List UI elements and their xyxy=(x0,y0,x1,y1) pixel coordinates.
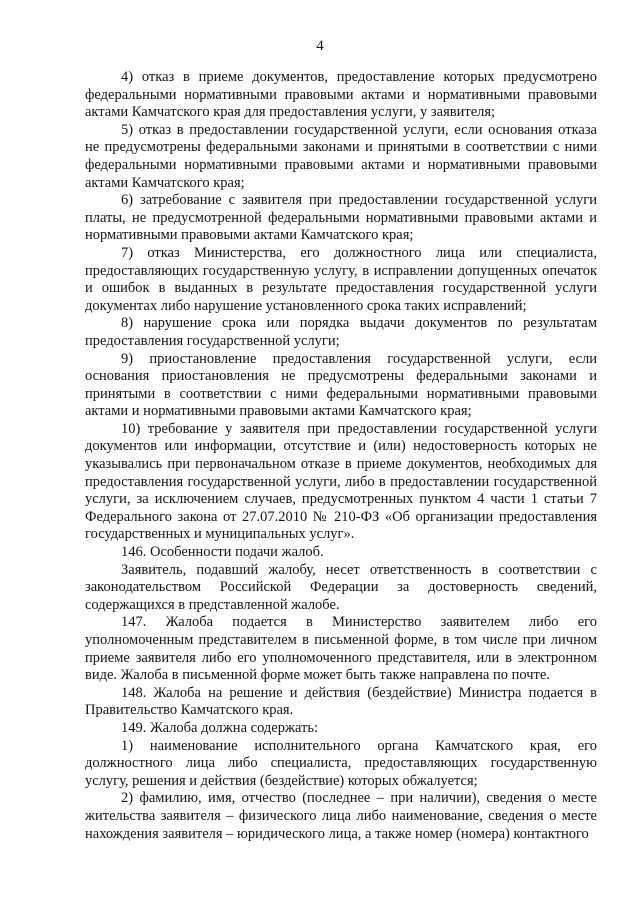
paragraph-item-10: 10) требование у заявителя при предоставлении государственной услуги документов или информации, отсутствие и (или) недостоверность которых не указывались при первоначальном отказе в приеме документов, необходимых для предоставления государственной услуги, либо в предоставлении государственной услуги, за исключением случаев, предусмотренных пунктом 4 части 1 статьи 7 Федерального закона от 27.07.2010 № 210-ФЗ «Об организации предоставления государственных и муниципальных услуг». xyxy=(85,420,597,543)
paragraph-section-147: 147. Жалоба подается в Министерство заявителем либо его уполномоченным представителем в письменной форме, в том числе при личном приеме заявителя либо его уполномоченного представителя, или в электронном виде. Жалоба в письменной форме может быть также направлена по почте. xyxy=(85,614,597,684)
document-body xyxy=(85,69,597,843)
paragraph-item-4: 4) отказ в приеме документов, предоставление которых предусмотрено федеральными нормативными правовыми актами и нормативными правовыми актами Камчатского края для предоставления услуги, у заявителя; xyxy=(85,69,597,121)
paragraph-item-9: 9) приостановление предоставления государственной услуги, если основания приостановления не предусмотрены федеральными законами и принятыми в соответствии с ними федеральными нормативными правовыми актами и нормативными правовыми актами Камчатского края; xyxy=(85,350,597,420)
paragraph-requirement-2: 2) фамилию, имя, отчество (последнее – при наличии), сведения о месте жительства заявителя – физического лица либо наименование, сведения о месте нахождения заявителя – юридического лица, а также номер (номера) контактного xyxy=(85,790,597,842)
paragraph-requirement-1: 1) наименование исполнительного органа Камчатского края, его должностного лица либо специалиста, предоставляющих государственную услугу, решения и действия (бездействие) которых обжалуется; xyxy=(85,737,597,789)
paragraph-item-6: 6) затребование с заявителя при предоставлении государственной услуги платы, не предусмотренной федеральными нормативными правовыми актами и нормативными правовыми актами Камчатского края; xyxy=(85,192,597,244)
paragraph-section-146: 146. Особенности подачи жалоб. xyxy=(121,544,324,561)
paragraph-item-5: 5) отказ в предоставлении государственной услуги, если основания отказа не предусмотрены федеральными законами и принятыми в соответствии с ними федеральными нормативными правовыми актами и нормативными правовыми актами Камчатского края; xyxy=(85,121,597,191)
paragraph-section-148: 148. Жалоба на решение и действия (бездействие) Министра подается в Правительство Камчатского края. xyxy=(85,684,597,719)
paragraph-section-149: 149. Жалоба должна содержать: xyxy=(121,719,319,736)
paragraph-responsibility: Заявитель, подавший жалобу, несет ответственность в соответствии с законодательством Российской Федерации за достоверность сведений, содержащихся в представленной жалобе. xyxy=(85,561,597,613)
paragraph-item-7: 7) отказ Министерства, его должностного лица или специалиста, предоставляющих государственную услугу, в исправлении допущенных опечаток и ошибок в выданных в результате предоставления государственной услуги документах либо нарушение установленного срока таких исправлений; xyxy=(85,244,597,314)
paragraph-item-8: 8) нарушение срока или порядка выдачи документов по результатам предоставления государственной услуги; xyxy=(85,315,597,349)
page-number: 4 xyxy=(316,38,324,54)
